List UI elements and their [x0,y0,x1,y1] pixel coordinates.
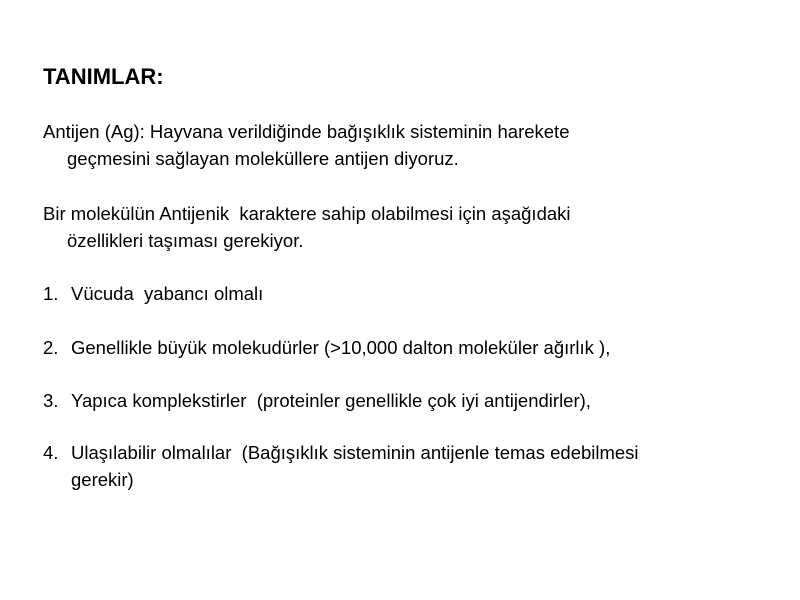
definition-paragraph [43,118,773,172]
list-item-text: Vücuda yabancı olmalı [71,283,264,304]
list-item-number: 1. [43,283,59,304]
list-item-text: Ulaşılabilir olmalılar (Bağışıklık sisteminin antijenle temas edebilmesi [71,442,639,463]
list-item [43,280,773,307]
definition-line-1: Antijen (Ag): Hayvana verildiğinde bağışıklık sisteminin harekete [43,121,570,142]
requirements-paragraph [43,200,773,254]
list-item-text-continued: gerekir) [71,469,134,490]
list-item-number: 2. [43,337,59,358]
list-item [43,387,773,414]
list-item-number: 3. [43,390,59,411]
requirements-line-1: Bir molekülün Antijenik karaktere sahip olabilmesi için aşağıdaki [43,203,571,224]
list-item-text: Yapıca komplekstirler (proteinler genellikle çok iyi antijendirler), [71,390,591,411]
list-item-text: Genellikle büyük molekudürler (>10,000 dalton moleküler ağırlık ), [71,337,611,358]
requirements-line-2: özellikleri taşıması gerekiyor. [67,230,304,251]
list-item [43,439,773,493]
list-item-number: 4. [43,442,59,463]
list-item [43,334,773,361]
slide-title: TANIMLAR: [43,64,164,89]
definition-line-2: geçmesini sağlayan moleküllere antijen diyoruz. [67,148,459,169]
